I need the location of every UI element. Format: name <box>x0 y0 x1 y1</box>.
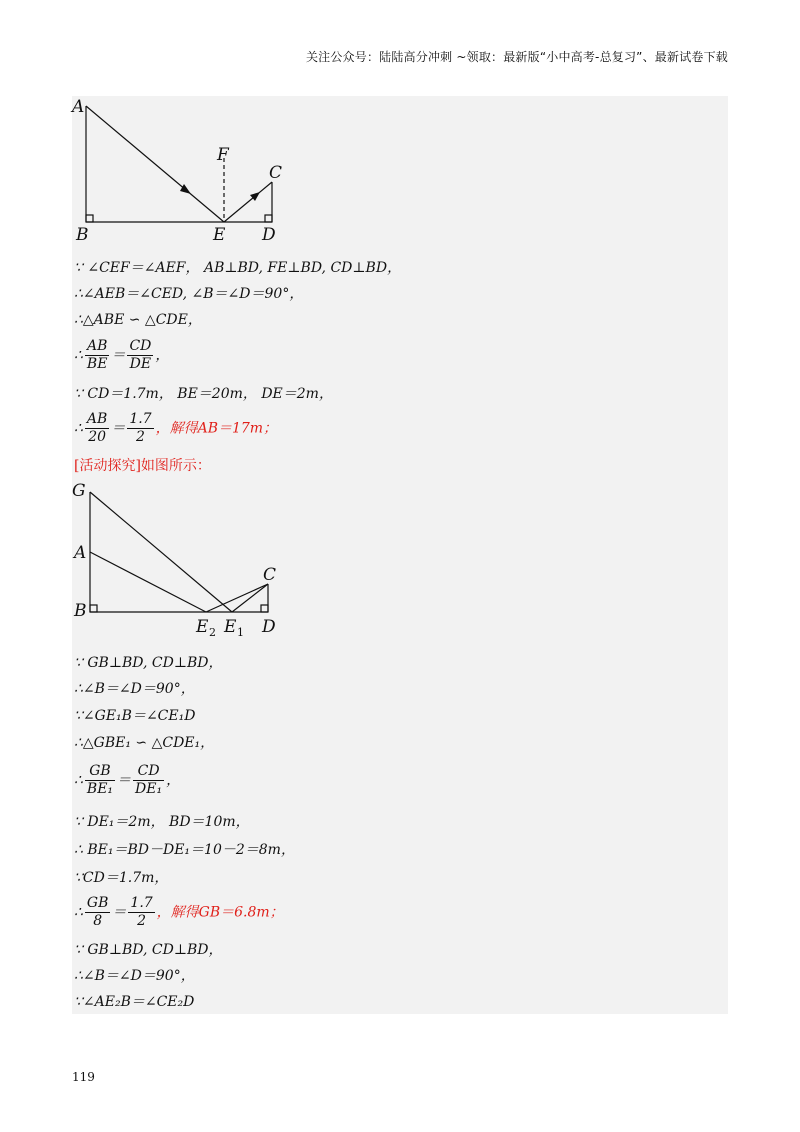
label-C: C <box>269 163 283 183</box>
solution-panel <box>72 96 728 1014</box>
right-angle-D <box>261 605 268 612</box>
numerator: AB <box>86 411 108 427</box>
equals-sign: ＝ <box>111 347 126 364</box>
fraction-CD-over-DE <box>127 338 153 373</box>
activity-line-9 <box>74 895 284 930</box>
activity-line-10: ∵ GB⊥BD, CD⊥BD， <box>74 942 223 958</box>
page-header: 关注公众号：陆陆高分冲刺 ~领取：最新版“小中高考-总复习”、最新试卷下载 <box>305 50 728 64</box>
result-AB: ，解得AB＝17m； <box>155 420 278 437</box>
label-E: E <box>213 225 226 245</box>
figure-activity-diagram <box>72 480 312 640</box>
activity-line-11: ∴∠B＝∠D＝90°， <box>74 968 195 984</box>
label-E1: E <box>224 617 237 637</box>
denominator: DE₁ <box>135 781 163 797</box>
segment-AE2 <box>90 552 206 612</box>
fraction-1.7-over-2 <box>128 895 154 930</box>
numerator: GB <box>86 895 109 911</box>
solution-line-3: ∴△ABE ∽ △CDE， <box>74 312 202 328</box>
label-B: B <box>76 225 89 245</box>
numerator: GB <box>85 763 115 781</box>
fraction-GB-over-BE1 <box>85 763 115 798</box>
numerator: CD <box>129 338 152 354</box>
result-GB: ，解得GB＝6.8m； <box>156 904 284 921</box>
label-E2: E <box>196 617 209 637</box>
activity-line-2: ∴∠B＝∠D＝90°， <box>74 681 195 697</box>
label-E1-subscript: 1 <box>237 626 244 639</box>
fraction-AB-over-20 <box>85 411 109 446</box>
label-F: F <box>217 145 229 165</box>
comma: ， <box>166 772 181 789</box>
label-D: D <box>262 617 276 637</box>
figure2-svg <box>72 480 312 640</box>
right-angle-B <box>86 215 93 222</box>
fraction-1.7-over-2 <box>127 411 153 446</box>
right-angle-B <box>90 605 97 612</box>
figure1-svg <box>72 96 312 246</box>
label-A: A <box>72 97 85 117</box>
label-C: C <box>263 565 277 585</box>
fraction-CD-over-DE1 <box>133 763 164 798</box>
equals-sign: ＝ <box>112 904 127 921</box>
page-number: 119 <box>72 1070 95 1084</box>
denominator: BE₁ <box>86 781 114 797</box>
equals-sign: ＝ <box>111 420 126 437</box>
numerator: CD <box>133 763 164 781</box>
fraction-GB-over-8 <box>85 895 110 930</box>
denominator: BE <box>86 356 108 372</box>
denominator: 8 <box>93 913 103 929</box>
label-D: D <box>262 225 276 245</box>
solution-line-1: ∵ ∠CEF＝∠AEF， AB⊥BD, FE⊥BD, CD⊥BD， <box>74 260 402 276</box>
numerator: 1.7 <box>130 895 153 911</box>
numerator: 1.7 <box>129 411 152 427</box>
denominator: DE <box>129 356 152 372</box>
solution-line-5: ∵ CD＝1.7m， BE＝20m， DE＝2m， <box>74 386 333 402</box>
solution-line-2: ∴∠AEB＝∠CED, ∠B＝∠D＝90°， <box>74 286 304 302</box>
therefore-symbol: ∴ <box>74 904 83 921</box>
segment-AE <box>86 106 224 222</box>
right-angle-D <box>265 215 272 222</box>
comma: ， <box>155 347 170 364</box>
activity-line-7: ∴ BE₁＝BD－DE₁＝10－2＝8m， <box>74 842 295 858</box>
segment-GE1 <box>90 492 232 612</box>
activity-line-1: ∵ GB⊥BD, CD⊥BD， <box>74 655 223 671</box>
label-A: A <box>74 543 87 563</box>
equals-sign: ＝ <box>117 772 132 789</box>
activity-line-3: ∵∠GE₁B＝∠CE₁D <box>74 708 196 724</box>
activity-line-12: ∵∠AE₂B＝∠CE₂D <box>74 994 195 1010</box>
label-E2-subscript: 2 <box>209 626 216 639</box>
section-heading: [活动探究]如图所示： <box>74 458 211 474</box>
fraction-AB-over-BE <box>85 338 110 373</box>
label-B: B <box>74 601 87 621</box>
arrow-on-AE <box>180 184 191 194</box>
label-G: G <box>72 481 86 501</box>
solution-line-6 <box>74 411 277 446</box>
therefore-symbol: ∴ <box>74 772 83 789</box>
therefore-symbol: ∴ <box>74 347 83 364</box>
activity-line-5 <box>74 763 180 798</box>
numerator: AB <box>85 338 110 356</box>
activity-line-6: ∵ DE₁＝2m， BD＝10m， <box>74 814 250 830</box>
solution-line-4 <box>74 338 169 373</box>
therefore-symbol: ∴ <box>74 420 83 437</box>
denominator: 2 <box>137 913 146 929</box>
denominator: 2 <box>136 429 145 445</box>
activity-line-4: ∴△GBE₁ ∽ △CDE₁， <box>74 735 215 751</box>
figure-reflection-diagram <box>72 96 312 246</box>
denominator: 20 <box>88 429 107 445</box>
activity-line-8: ∵CD＝1.7m， <box>74 870 169 886</box>
